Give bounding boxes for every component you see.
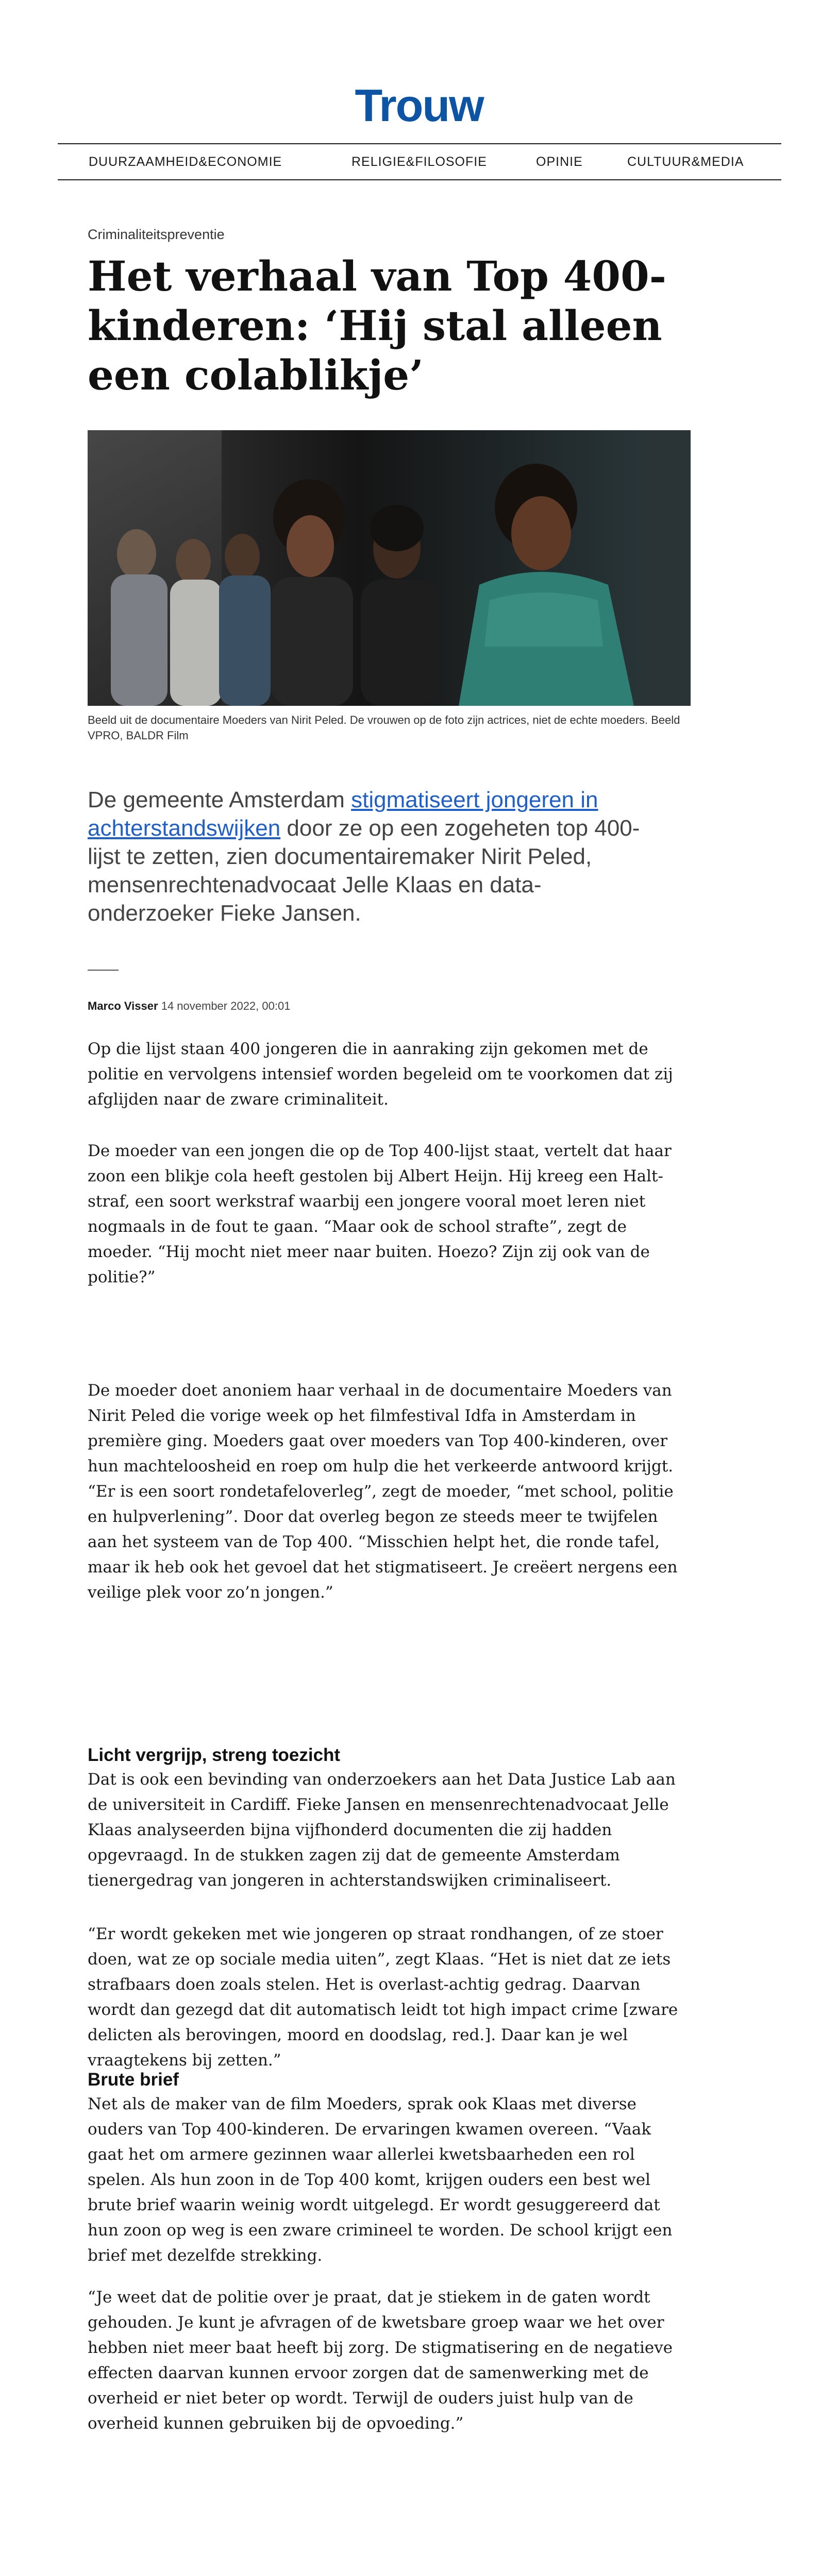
article-title: Het verhaal van Top 400-kinderen: ‘Hij stal alleen een colablikje’ [88,252,666,399]
nav-item-duurzaamheid-economie[interactable]: DUURZAAMHEID&ECONOMIE [89,155,282,169]
paragraph-2: De moeder van een jongen die op de Top 400-lijst staat, vertelt dat haar zoon een blikje cola heeft gestolen bij Albert Heijn. Hij kreeg een Halt-straf, een soort werkstraf waarbij een jongere vooral moet leren niet nogmaals in de fout te gaan. “Maar ook de school strafte”, zegt de moeder. “Hij mocht niet meer naar buiten. Hoezo? Zijn zij ook van de politie?” [88,1142,672,1286]
article-kicker[interactable]: Criminaliteitspreventie [88,227,225,242]
nav-item-cultuur-media[interactable]: CULTUUR&MEDIA [627,155,744,169]
paragraph-5: “Er wordt gekeken met wie jongeren op straat rondhangen, of ze stoer doen, wat ze op sociale media uiten”, zegt Klaas. “Het is niet dat ze iets strafbaars doen zoals stelen. Het is overlast-achtig gedrag. Daarvan wordt dan gezegd dat dit automatisch leidt tot high impact crime [zware delicten als berovingen, moord en doodslag, red.]. Daar kan je wel vraagtekens bij zetten.” [88,1925,678,2070]
masthead [0,0,838,147]
subheading-brute-brief: Brute brief [88,2070,179,2090]
photo-illustration [88,430,691,706]
intro-divider [88,970,119,971]
byline [88,999,691,1013]
paragraph-6: Net als de maker van de film Moeders, sprak ook Klaas met diverse ouders van Top 400-kinderen. De ervaringen kwamen overeen. “Vaak gaat het om armere gezinnen waar allerlei kwetsbaarheden een rol spelen. Als hun zoon in de Top 400 komt, krijgen ouders een best wel brute brief waarin weinig wordt uitgelegd. Er wordt gesuggereerd dat hun zoon op weg is een zware crimineel te worden. De school krijgt een brief met dezelfde strekking. [88,2095,673,2265]
publish-date: 14 november 2022, 00:01 [161,999,291,1012]
author-name[interactable]: Marco Visser [88,999,158,1012]
trouw-logo[interactable]: Trouw [355,80,483,131]
paragraph-1: Op die lijst staan 400 jongeren die in aanraking zijn gekomen met de politie en vervolgens intensief worden begeleid om te voorkomen dat zij afglijden naar de zware criminaliteit. [88,1040,673,1109]
nav-item-opinie[interactable]: OPINIE [536,155,583,169]
intro-link-stigmatiseert[interactable]: stigmatiseert jongeren in achterstandswijken [88,787,598,841]
intro-text-before: De gemeente Amsterdam [88,787,351,812]
nav-item-religie-filosofie[interactable]: RELIGIE&FILOSOFIE [351,155,487,169]
subheading-licht-vergrijp: Licht vergrijp, streng toezicht [88,1745,341,1765]
main-navigation [58,143,781,180]
paragraph-3: De moeder doet anoniem haar verhaal in de documentaire Moeders van Nirit Peled die vorige week op het filmfestival Idfa in Amsterdam in première ging. Moeders gaat over moeders van Top 400-kinderen, over hun machteloosheid en roep om hulp die het verkeerde antwoord krijgt. “Er is een soort rondetafeloverleg”, zegt de moeder, “met school, politie en hulpverlening”. Door dat overleg begon ze steeds meer te twijfelen aan het systeem van de Top 400. “Misschien helpt het, die ronde tafel, maar ik heb ook het gevoel dat het stigmatiseert. Je creëert nergens een veilige plek voor zo’n jongen.” [88,1381,678,1602]
paragraph-4: Dat is ook een bevinding van onderzoekers aan het Data Justice Lab aan de universiteit in Cardiff. Fieke Jansen en mensenrechtenadvocaat Jelle Klaas analyseerden bijna vijfhonderd documenten die zij hadden opgevraagd. In de stukken zagen zij dat de gemeente Amsterdam tienergedrag van jongeren in achterstandswijken criminaliseert. [88,1770,676,1890]
article-intro [88,786,655,927]
article-photo [88,430,691,706]
photo-caption: Beeld uit de documentaire Moeders van Nirit Peled. De vrouwen op de foto zijn actrices, niet de echte moeders. Beeld VPRO, BALDR Film [88,714,680,742]
paragraph-7: “Je weet dat de politie over je praat, dat je stiekem in de gaten wordt gehouden. Je kunt je afvragen of de kwetsbare groep waar we het over hebben niet meer baat heeft bij zorg. De stigmatisering en de negatieve effecten daarvan kunnen ervoor zorgen dat de samenwerking met de overheid er niet beter op wordt. Terwijl de ouders juist hulp van de overheid kunnen gebruiken bij de opvoeding.” [88,2288,673,2433]
intro-text-after: door ze op een zogeheten top 400-lijst te zetten, zien documentairemaker Nirit Peled, mensenrechtenadvocaat Jelle Klaas en data-onderzoeker Fieke Jansen. [88,816,640,926]
